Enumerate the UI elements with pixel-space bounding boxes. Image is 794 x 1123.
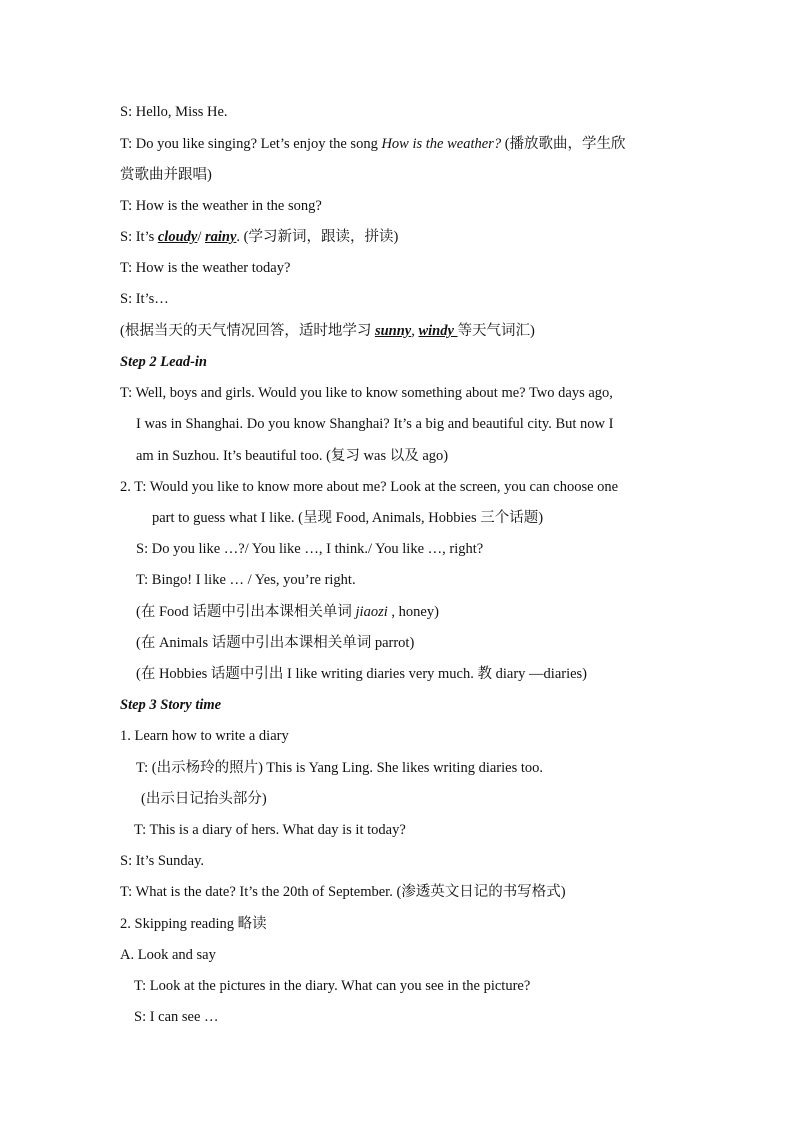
dialogue-line: S: Hello, Miss He.	[120, 104, 228, 120]
list-item: A. Look and say	[120, 947, 216, 963]
note-line: (在 Hobbies 话题中引出 I like writing diaries very much. 教 diary —diaries)	[136, 666, 588, 682]
dialogue-line: S: It’s…	[120, 291, 169, 307]
song-title: How is the weather?	[381, 136, 502, 152]
dialogue-line: part to guess what I like. (呈现 Food, Animals, Hobbies 三个话题)	[152, 510, 544, 526]
dialogue-line: T: Do you like singing? Let’s enjoy the song How is the weather? (播放歌曲，学生欣	[120, 136, 626, 152]
step-heading: Step 2 Lead-in	[120, 354, 207, 370]
dialogue-line: T: This is a diary of hers. What day is it today?	[134, 822, 406, 838]
dialogue-line: am in Suzhou. It’s beautiful too. (复习 was 以及 ago)	[136, 448, 449, 464]
keyword: rainy	[205, 229, 237, 245]
keyword: sunny	[374, 323, 412, 339]
list-item: 2. Skipping reading 略读	[120, 916, 267, 932]
step-heading: Step 3 Story time	[120, 697, 222, 713]
list-item: 1. Learn how to write a diary	[120, 728, 289, 744]
dialogue-line: S: I can see …	[134, 1009, 219, 1025]
keyword: cloudy	[157, 229, 198, 245]
dialogue-line: 赏歌曲并跟唱)	[120, 167, 212, 183]
note-line: (在 Animals 话题中引出本课相关单词 parrot)	[136, 635, 415, 651]
dialogue-line: S: It’s Sunday.	[120, 853, 205, 869]
dialogue-line: T: What is the date? It’s the 20th of September. (渗透英文日记的书写格式)	[120, 884, 566, 900]
note-line: (出示日记抬头部分)	[141, 791, 267, 807]
note-line: (根据当天的天气情况回答，适时地学习 sunny, windy 等天气词汇)	[120, 323, 535, 339]
dialogue-line: 2. T: Would you like to know more about me? Look at the screen, you can choose one	[120, 479, 619, 495]
dialogue-line: T: How is the weather in the song?	[120, 198, 322, 214]
keyword: windy	[418, 323, 458, 339]
note-line: (在 Food 话题中引出本课相关单词 jiaozi , honey)	[136, 604, 439, 620]
dialogue-line: T: How is the weather today?	[120, 260, 291, 276]
dialogue-line: S: It’s cloudy/ rainy. (学习新词，跟读，拼读)	[120, 229, 399, 245]
dialogue-line: T: Well, boys and girls. Would you like to know something about me? Two days ago,	[120, 385, 613, 401]
dialogue-line: T: Look at the pictures in the diary. What can you see in the picture?	[134, 978, 531, 994]
dialogue-line: S: Do you like …?/ You like …, I think./ You like …, right?	[136, 541, 484, 557]
dialogue-line: T: (出示杨玲的照片) This is Yang Ling. She likes writing diaries too.	[136, 760, 544, 776]
dialogue-line: I was in Shanghai. Do you know Shanghai? It’s a big and beautiful city. But now I	[136, 416, 614, 432]
dialogue-line: T: Bingo! I like … / Yes, you’re right.	[136, 572, 356, 588]
